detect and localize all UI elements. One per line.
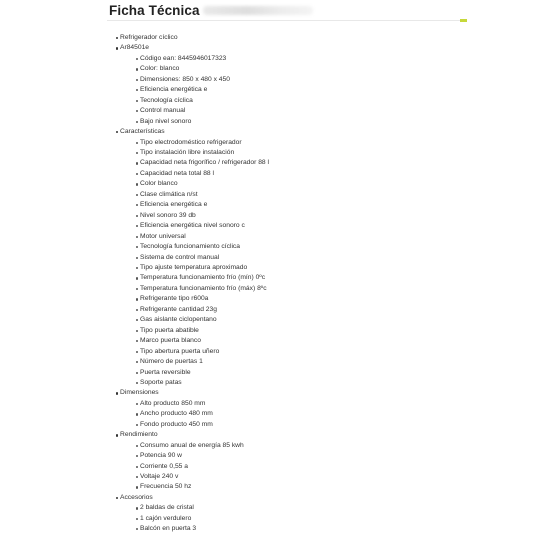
spec-item: Dimensiones: 850 x 480 x 450 <box>140 75 480 85</box>
spec-item: Eficiencia energética e <box>140 200 480 210</box>
spec-item: Puerta reversible <box>140 368 480 378</box>
spec-section-label: Características <box>120 127 480 137</box>
spec-section-label: Refrigerador cíclico <box>120 33 480 43</box>
spec-item: Corriente 0,55 a <box>140 462 480 472</box>
spec-item: Sistema de control manual <box>140 253 480 263</box>
spec-sublist <box>120 54 480 127</box>
spec-item: Control manual <box>140 106 480 116</box>
spec-item: 1 cajón verdulero <box>140 514 480 524</box>
spec-section-label: Dimensiones <box>120 388 480 398</box>
spec-item: Nivel sonoro 39 db <box>140 211 480 221</box>
spec-item: Color blanco <box>140 179 480 189</box>
spec-section-ar84501e <box>120 43 480 127</box>
spec-item: Eficiencia energética e <box>140 85 480 95</box>
spec-section-dimensiones <box>120 388 480 430</box>
spec-item: Frecuencia 50 hz <box>140 482 480 492</box>
spec-sublist <box>120 399 480 430</box>
spec-section-label: Ar84501e <box>120 43 480 53</box>
spec-item: Color: blanco <box>140 64 480 74</box>
spec-section-caracteristicas <box>120 127 480 388</box>
spec-item: Bajo nivel sonoro <box>140 117 480 127</box>
section-header <box>107 3 467 21</box>
spec-section-rendimiento <box>120 430 480 493</box>
spec-item: Voltaje 240 v <box>140 472 480 482</box>
spec-item: Código ean: 8445946017323 <box>140 54 480 64</box>
spec-item: Potencia 90 w <box>140 451 480 461</box>
spec-item: Temperatura funcionamiento frío (máx) 8ºc <box>140 284 480 294</box>
spec-item: Eficiencia energética nivel sonoro c <box>140 221 480 231</box>
spec-item: Gas aislante ciclopentano <box>140 315 480 325</box>
spec-item: Número de puertas 1 <box>140 357 480 367</box>
spec-item: Consumo anual de energía 85 kwh <box>140 441 480 451</box>
spec-section-label: Rendimiento <box>120 430 480 440</box>
spec-item: Capacidad neta total 88 l <box>140 169 480 179</box>
spec-item: Tipo ajuste temperatura aproximado <box>140 263 480 273</box>
redacted-product-name <box>203 6 313 15</box>
spec-item: Fondo producto 450 mm <box>140 420 480 430</box>
spec-item: Marco puerta blanco <box>140 336 480 346</box>
spec-item: Refrigerante tipo r600a <box>140 294 480 304</box>
spec-item: 2 baldas de cristal <box>140 503 480 513</box>
spec-item: Tipo instalación libre instalación <box>140 148 480 158</box>
spec-item: Balcón en puerta 3 <box>140 524 480 534</box>
spec-section-accesorios <box>120 493 480 535</box>
accent-mark <box>460 19 467 22</box>
spec-sublist <box>120 138 480 389</box>
spec-item: Motor universal <box>140 232 480 242</box>
spec-item: Tipo puerta abatible <box>140 326 480 336</box>
page-title: Ficha Técnica <box>109 3 200 18</box>
spec-item: Clase climática n/st <box>140 190 480 200</box>
spec-item: Tecnología funcionamiento cíclica <box>140 242 480 252</box>
spec-item: Tecnología cíclica <box>140 96 480 106</box>
spec-list <box>120 33 480 535</box>
spec-item: Tipo abertura puerta uñero <box>140 347 480 357</box>
spec-item: Capacidad neta frigorífico / refrigerador 88 l <box>140 158 480 168</box>
spec-item: Ancho producto 480 mm <box>140 409 480 419</box>
spec-item: Temperatura funcionamiento frío (mín) 0ºc <box>140 273 480 283</box>
spec-section-refrigerador-ciclico <box>120 33 480 43</box>
spec-item: Tipo electrodoméstico refrigerador <box>140 138 480 148</box>
spec-section-label: Accesorios <box>120 493 480 503</box>
spec-item: Refrigerante cantidad 23g <box>140 305 480 315</box>
spec-item: Alto producto 850 mm <box>140 399 480 409</box>
spec-sublist <box>120 503 480 534</box>
spec-item: Soporte patas <box>140 378 480 388</box>
spec-sublist <box>120 441 480 493</box>
